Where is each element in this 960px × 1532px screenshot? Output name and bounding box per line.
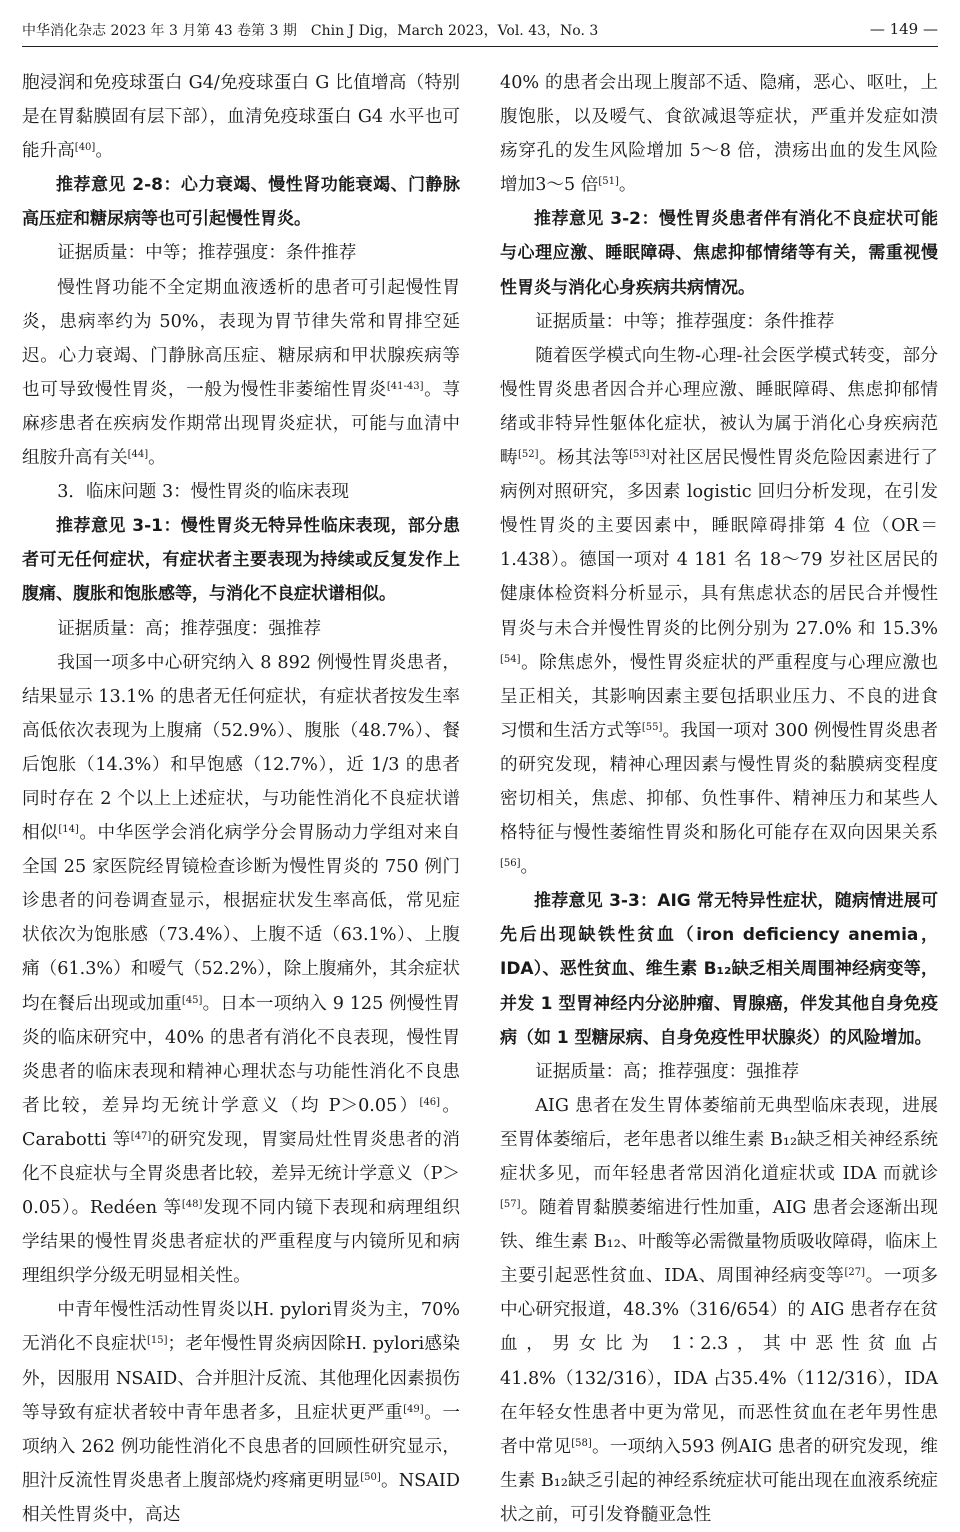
paragraph: 随着医学模式向生物-心理-社会医学模式转变，部分慢性胃炎患者因合并心理应激、睡眠障碍、焦虑抑郁情绪或非特异性躯体化症状，被认为属于消化心身疾病范畴[52]。杨其法等[53]对社区居民慢性胃炎危险因素进行了病例对照研究，多因素 logistic 回归分析发现，在引发慢性胃炎的主要因素中，睡眠障碍排第 4 位（OR＝1.438）。德国一项对 4 181 名 18～79 岁社区居民的健康体检资料分析显示，具有焦虑状态的居民合并慢性胃炎与未合并慢性胃炎的比例分别为 27.0% 和 15.3%[54]。除焦虑外，慢性胃炎症状的严重程度与心理应激也呈正相关，其影响因素主要包括职业压力、不良的进食习惯和生活方式等[55]。我国一项对 300 例慢性胃炎患者的研究发现，精神心理因素与慢性胃炎的黏膜病变程度密切相关，焦虑、抑郁、负性事件、精神压力和某些人格特征与慢性萎缩性胃炎和肠化可能存在双向因果关系[56]。 bbox=[500, 345, 938, 878]
recommendation-heading: 推荐意见 3-1：慢性胃炎无特异性临床表现，部分患者可无任何症状，有症状者主要表现为持续或反复发作上腹痛、腹胀和饱胀感等，与消化不良症状谱相似。 bbox=[22, 516, 460, 605]
evidence-quality: 证据质量：中等；推荐强度：条件推荐 bbox=[535, 311, 835, 332]
paragraph: 中青年慢性活动性胃炎以H. pylori胃炎为主，70%无消化不良症状[15]；老年慢性胃炎病因除H. pylori感染外，因服用 NSAID、合并胆汁反流、其他理化因素损伤等导致有症状者较中青年患者多，且症状更严重[49]。一项纳入 262 例功能性消化不良患者的回顾性研究显示，胆汁反流性胃炎患者上腹部烧灼疼痛更明显[50]。NSAID 相关性胃炎中，高达 bbox=[22, 1300, 460, 1525]
recommendation-heading: 推荐意见 3-2：慢性胃炎患者伴有消化不良症状可能与心理应激、睡眠障碍、焦虑抑郁情绪等有关，需重视慢性胃炎与消化心身疾病共病情况。 bbox=[500, 209, 938, 298]
paragraph: 胞浸润和免疫球蛋白 G4/免疫球蛋白 G 比值增高（特别是在胃黏膜固有层下部），血清免疫球蛋白 G4 水平也可能升高[40]。 bbox=[22, 73, 460, 162]
paragraph: 我国一项多中心研究纳入 8 892 例慢性胃炎患者，结果显示 13.1% 的患者无任何症状，有症状者按发生率高低依次表现为上腹痛（52.9%）、腹胀（48.7%）、餐后饱胀（14.3%）和早饱感（12.7%），近 1/3 的患者同时存在 2 个以上上述症状，与功能性消化不良症状谱相似[14]。中华医学会消化病学分会胃肠动力学组对来自全国 25 家医院经胃镜检查诊断为慢性胃炎的 750 例门诊患者的问卷调查显示，根据症状发生率高低，常见症状依次为饱胀感（73.4%）、上腹不适（63.1%）、上腹痛（61.3%）和嗳气（52.2%），除上腹痛外，其余症状均在餐后出现或加重[45]。日本一项纳入 9 125 例慢性胃炎的临床研究中，40% 的患者有消化不良表现，慢性胃炎患者的临床表现和精神心理状态与功能性消化不良患者比较，差异均无统计学意义（均 P＞0.05）[46]。Carabotti 等[47]的研究发现，胃窦局灶性胃炎患者的消化不良症状与全胃炎患者比较，差异无统计学意义（P＞0.05）。Redéen 等[48]发现不同内镜下表现和病理组织学结果的慢性胃炎患者症状的严重程度与内镜所见和病理组织学分级无明显相关性。 bbox=[22, 652, 460, 1287]
evidence-quality: 证据质量：高；推荐强度：强推荐 bbox=[535, 1061, 800, 1082]
paragraph: AIG 患者在发生胃体萎缩前无典型临床表现，进展至胃体萎缩后，老年患者以维生素 B₁₂缺乏相关神经系统症状多见，而年轻患者常因消化道症状或 IDA 而就诊[57]。随着胃黏膜萎缩进行性加重，AIG 患者会逐渐出现铁、维生素 B₁₂、叶酸等必需微量物质吸收障碍，临床上主要引起恶性贫血、IDA、周围神经病变等[27]。一项多中心研究报道，48.3%（316/654）的 AIG 患者存在贫血，男女比为 1∶2.3，其中恶性贫血占 41.8%（132/316），IDA 占35.4%（112/316），IDA 在年轻女性患者中更为常见，而恶性贫血在老年男性患者中常见[58]。一项纳入593 例AIG 患者的研究发现，维生素 B₁₂缺乏引起的神经系统症状可能出现在血液系统症状之前，可引发脊髓亚急性 bbox=[500, 1095, 938, 1525]
section-heading: 3．临床问题 3：慢性胃炎的临床表现 bbox=[57, 482, 350, 503]
evidence-quality: 证据质量：中等；推荐强度：条件推荐 bbox=[57, 243, 357, 264]
paragraph: 慢性肾功能不全定期血液透析的患者可引起慢性胃炎，患病率约为 50%，表现为胃节律失常和胃排空延迟。心力衰竭、门静脉高压症、糖尿病和甲状腺疾病等也可导致慢性胃炎，一般为慢性非萎缩性胃炎[41-43]。荨麻疹患者在疾病发作期常出现胃炎症状，可能与血清中组胺升高有关[44]。 bbox=[22, 277, 460, 469]
recommendation-heading: 推荐意见 2-8：心力衰竭、慢性肾功能衰竭、门静脉高压症和糖尿病等也可引起慢性胃炎。 bbox=[22, 175, 460, 230]
left-column bbox=[22, 66, 460, 1532]
paragraph: 40% 的患者会出现上腹部不适、隐痛，恶心、呕吐，上腹饱胀，以及嗳气、食欲减退等症状，严重并发症如溃疡穿孔的发生风险增加 5～8 倍，溃疡出血的发生风险增加3～5 倍[51]。 bbox=[500, 73, 938, 196]
evidence-quality: 证据质量：高；推荐强度：强推荐 bbox=[57, 618, 322, 639]
running-header bbox=[22, 10, 938, 47]
journal-info: 中华消化杂志 2023 年 3 月第 43 卷第 3 期 Chin J Dig，March 2023，Vol. 43，No. 3 bbox=[22, 23, 599, 39]
recommendation-heading: 推荐意见 3-3：AIG 常无特异性症状，随病情进展可先后出现缺铁性贫血（iron deficiency anemia，IDA）、恶性贫血、维生素 B₁₂缺乏相关周围神经病变等，并发 1 型胃神经内分泌肿瘤、胃腺癌，伴发其他自身免疫病（如 1 型糖尿病、自身免疫性甲状腺炎）的风险增加。 bbox=[500, 891, 938, 1048]
page-number: — 149 — bbox=[869, 20, 938, 38]
right-column bbox=[500, 66, 938, 1532]
